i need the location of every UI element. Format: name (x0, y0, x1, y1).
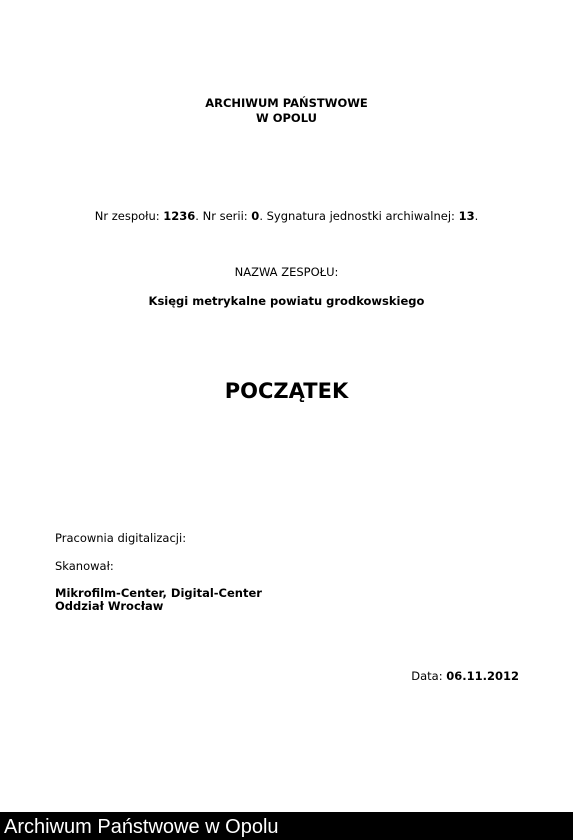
archive-title-line1: ARCHIWUM PAŃSTWOWE (205, 96, 368, 110)
fond-name-label: NAZWA ZESPOŁU: (234, 265, 339, 279)
fond-number-value: 1236 (163, 209, 196, 223)
footer-bar (0, 812, 573, 840)
signature-label: . Sygnatura jednostki archiwalnej: (259, 209, 459, 223)
footer-archive-name: Archiwum Państwowe w Opolu (4, 816, 279, 838)
signature-value: 13 (458, 209, 475, 223)
scanner-company-line2: Oddział Wrocław (55, 599, 164, 613)
fond-line-end: . (474, 209, 479, 223)
main-heading: POCZĄTEK (224, 379, 349, 403)
date-label: Data: (411, 669, 447, 683)
archive-title (0, 96, 573, 126)
date-line (411, 669, 519, 684)
fond-reference-line (0, 209, 573, 224)
fond-number-label: Nr zespołu: (94, 209, 164, 223)
fond-name-value: Księgi metrykalne powiatu grodkowskiego (148, 294, 425, 308)
scanner-company-line1: Mikrofilm-Center, Digital-Center (55, 586, 262, 600)
scanned-by-label: Skanował: (55, 559, 114, 573)
date-value: 06.11.2012 (446, 669, 519, 683)
scanner-company (55, 587, 262, 613)
series-number-value: 0 (251, 209, 260, 223)
series-number-label: . Nr serii: (195, 209, 252, 223)
digitization-lab-label: Pracownia digitalizacji: (55, 531, 187, 545)
archive-title-line2: W OPOLU (256, 111, 317, 125)
